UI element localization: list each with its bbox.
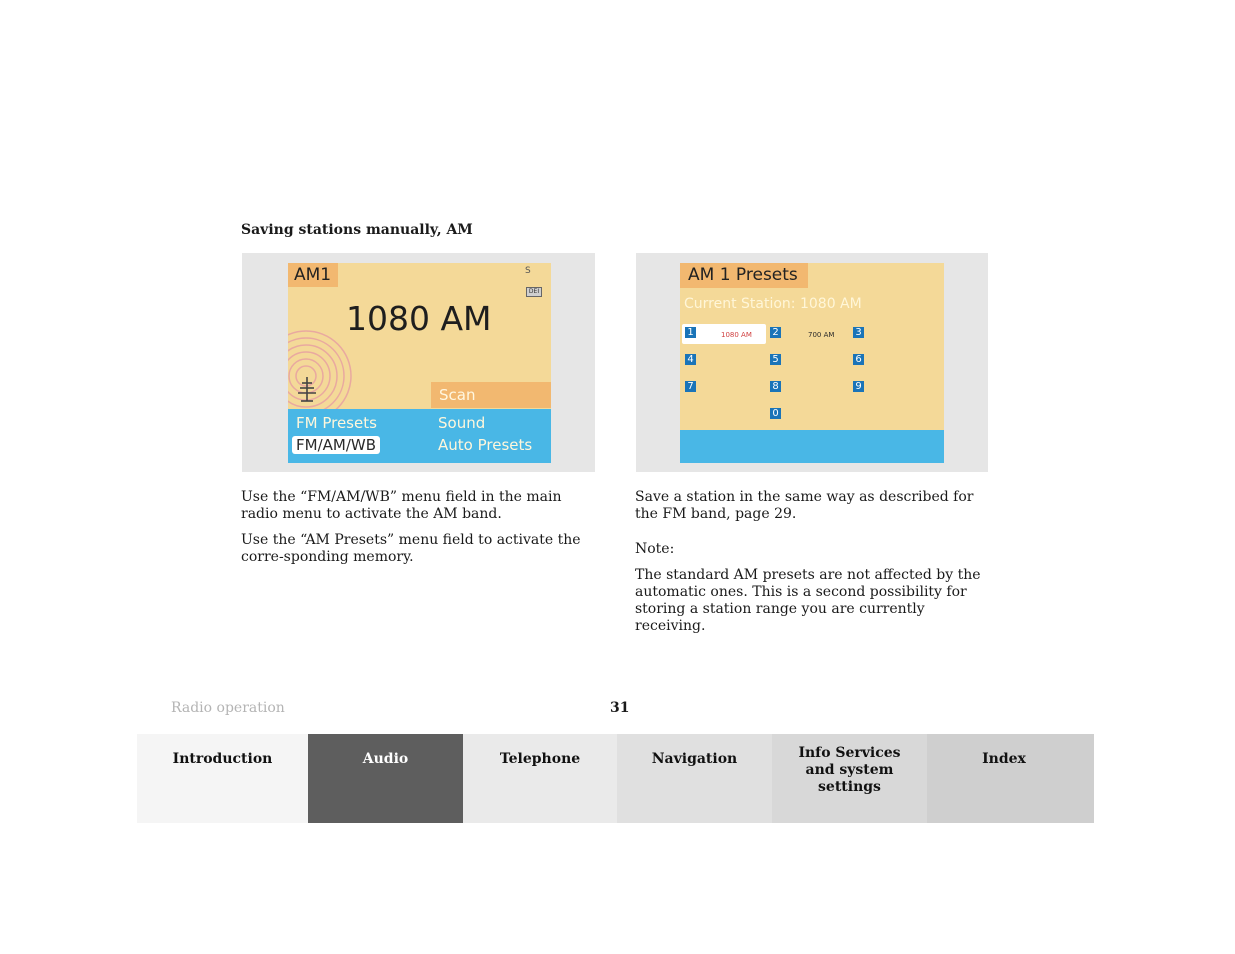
sound-menu-field[interactable]: Sound [438, 414, 486, 432]
tab-index[interactable]: Index [927, 734, 1094, 823]
preset-slot-2-label: 700 AM [808, 331, 835, 339]
preset-slot-4[interactable]: 4 [685, 354, 696, 365]
tab-introduction[interactable]: Introduction [137, 734, 308, 823]
scan-menu-field[interactable]: Scan [431, 382, 551, 408]
fm-presets-menu-field[interactable]: FM Presets [296, 414, 377, 432]
preset-slot-0[interactable]: 0 [770, 408, 781, 419]
presets-display [680, 263, 944, 463]
radio-menu-bar [288, 409, 551, 463]
left-paragraph-2: Use the “AM Presets” menu field to activate the corre-sponding memory. [241, 532, 581, 565]
fm-am-wb-menu-field[interactable]: FM/AM/WB [292, 436, 380, 454]
preset-slot-7[interactable]: 7 [685, 381, 696, 392]
status-indicator: S [525, 266, 531, 276]
preset-slot-3[interactable]: 3 [853, 327, 864, 338]
left-paragraph-1: Use the “FM/AM/WB” menu field in the main radio menu to activate the AM band. [241, 489, 562, 522]
preset-slot-8[interactable]: 8 [770, 381, 781, 392]
preset-slot-5[interactable]: 5 [770, 354, 781, 365]
tab-audio[interactable]: Audio [308, 734, 463, 823]
note-label: Note: [635, 541, 675, 557]
auto-presets-menu-field[interactable]: Auto Presets [438, 436, 533, 454]
frequency-display: 1080 AM [346, 299, 492, 338]
status-box: DEI [526, 287, 542, 297]
preset-slot-1-label: 1080 AM [721, 331, 752, 339]
tab-navigation[interactable]: Navigation [617, 734, 772, 823]
tab-telephone[interactable]: Telephone [463, 734, 617, 823]
page-number: 31 [610, 700, 630, 716]
note-text: The standard AM presets are not affected by the automatic ones. This is a second possibility for storing a station range you are currently receiving. [635, 567, 981, 634]
presets-title: AM 1 Presets [680, 263, 808, 288]
screenshot-am-presets [636, 253, 988, 472]
preset-slot-9[interactable]: 9 [853, 381, 864, 392]
screenshot-main-radio-menu [242, 253, 595, 472]
band-label: AM1 [288, 263, 338, 287]
tab-info-services[interactable]: Info Services and system settings [772, 734, 927, 823]
section-heading: Saving stations manually, AM [241, 222, 473, 238]
footer-section-title: Radio operation [171, 700, 285, 716]
radio-display [288, 263, 551, 463]
preset-slot-1[interactable]: 1 [685, 327, 696, 338]
right-paragraph-1: Save a station in the same way as described for the FM band, page 29. [635, 489, 974, 522]
current-station: Current Station: 1080 AM [684, 296, 862, 312]
antenna-icon [296, 375, 318, 403]
presets-bottom-bar [680, 430, 944, 463]
preset-slot-6[interactable]: 6 [853, 354, 864, 365]
preset-slot-2[interactable]: 2 [770, 327, 781, 338]
